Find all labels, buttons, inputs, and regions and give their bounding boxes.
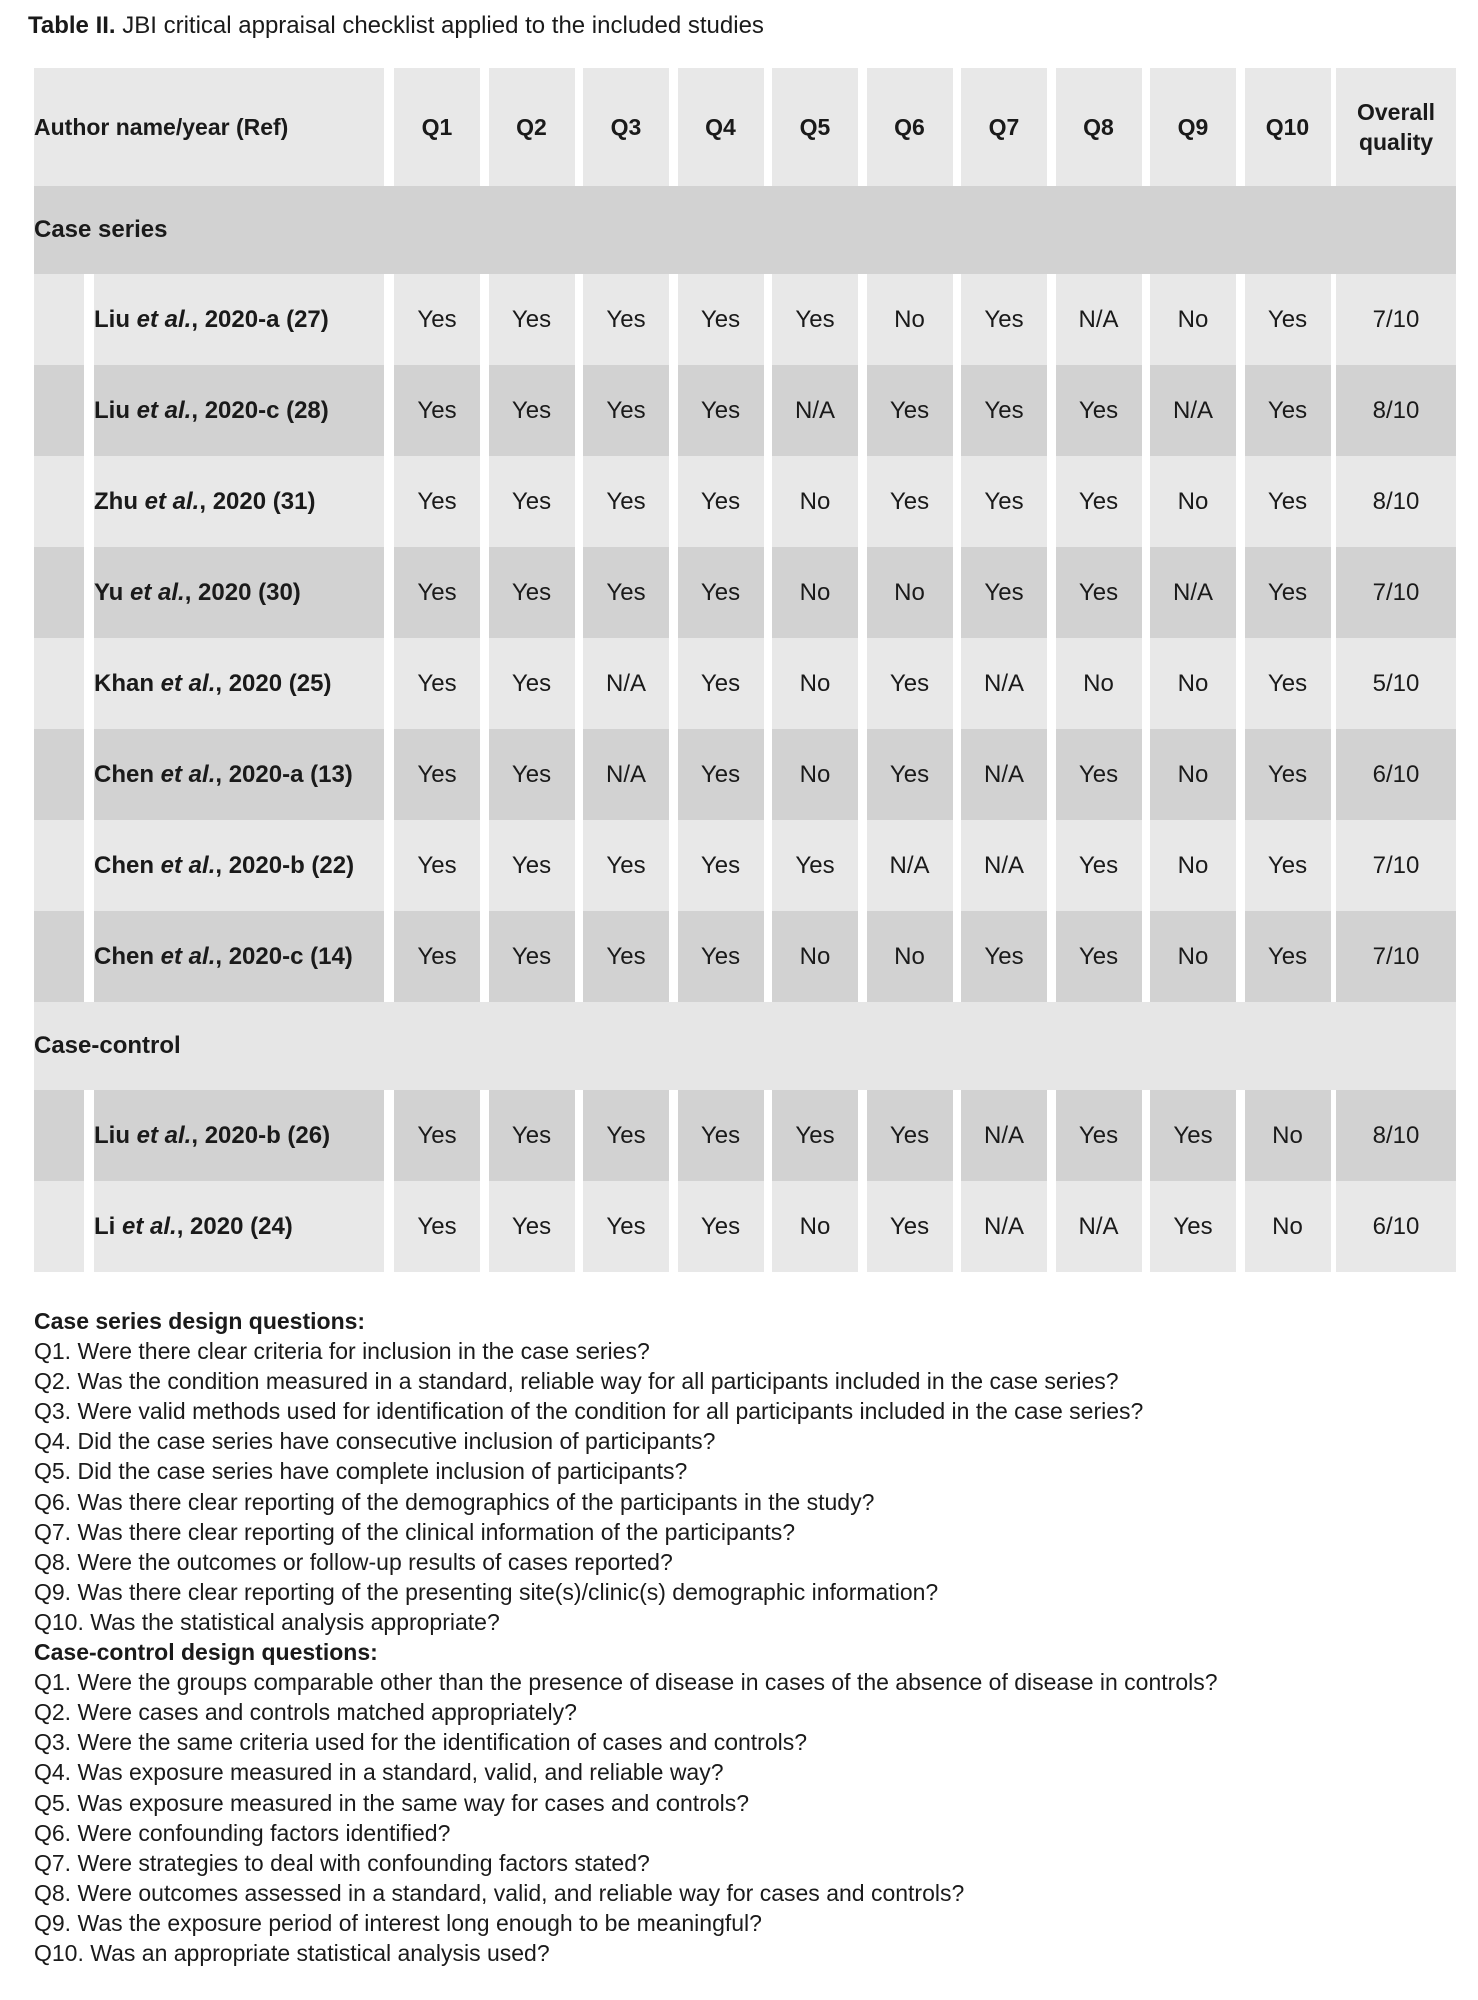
answer-cell-q9: No	[1150, 820, 1236, 911]
answer-cell-q2: Yes	[489, 547, 575, 638]
answer-cell-q4: Yes	[678, 1090, 764, 1181]
question-line: Q2. Was the condition measured in a standard, reliable way for all participants included in the case series?	[34, 1368, 1119, 1395]
answer-cell-q9: Yes	[1150, 1090, 1236, 1181]
answer-cell-q2: Yes	[489, 365, 575, 456]
answer-cell-q4: Yes	[678, 911, 764, 1002]
answer-cell-q9: No	[1150, 456, 1236, 547]
header-overall-line1: Overall	[1357, 99, 1435, 125]
answer-cell-q2: Yes	[489, 729, 575, 820]
answer-cell-q1: Yes	[394, 820, 480, 911]
answer-cell-q3: Yes	[583, 820, 669, 911]
answer-cell-q10: No	[1245, 1181, 1331, 1272]
author-name: Liu	[94, 305, 137, 333]
answer-cell-q10: Yes	[1245, 365, 1331, 456]
row-indent	[34, 547, 84, 638]
question-line: Q4. Did the case series have consecutive inclusion of participants?	[34, 1428, 716, 1455]
caption-text: JBI critical appraisal checklist applied to the included studies	[122, 12, 764, 39]
author-etal: et al.	[160, 760, 216, 788]
answer-cell-q7: N/A	[961, 1181, 1047, 1272]
answer-cell-q6: Yes	[867, 365, 953, 456]
answer-cell-q4: Yes	[678, 638, 764, 729]
answer-cell-q10: Yes	[1245, 274, 1331, 365]
answer-cell-q3: N/A	[583, 638, 669, 729]
answer-cell-q6: N/A	[867, 820, 953, 911]
author-etal: et al.	[136, 305, 192, 333]
header-q5: Q5	[772, 68, 858, 186]
answer-cell-q6: Yes	[867, 729, 953, 820]
overall-quality-cell: 7/10	[1336, 274, 1456, 365]
answer-cell-q3: Yes	[583, 1181, 669, 1272]
table-caption	[28, 12, 764, 40]
header-q9: Q9	[1150, 68, 1236, 186]
answer-cell-q7: N/A	[961, 820, 1047, 911]
section-row	[34, 186, 1456, 274]
overall-quality-cell: 7/10	[1336, 547, 1456, 638]
row-indent	[34, 911, 84, 1002]
header-q8: Q8	[1056, 68, 1142, 186]
author-year-ref: , 2020-b (26)	[191, 1121, 331, 1149]
table-row	[34, 456, 1456, 547]
answer-cell-q6: No	[867, 274, 953, 365]
question-line: Q9. Was the exposure period of interest long enough to be meaningful?	[34, 1909, 762, 1936]
answer-cell-q10: Yes	[1245, 820, 1331, 911]
answer-cell-q4: Yes	[678, 820, 764, 911]
author-year-ref: , 2020 (31)	[199, 487, 316, 515]
author-etal: et al.	[130, 578, 185, 606]
answer-cell-q5: Yes	[772, 820, 858, 911]
author-cell	[94, 456, 384, 547]
answer-cell-q1: Yes	[394, 1090, 480, 1181]
author-name: Li	[94, 1212, 122, 1240]
answer-cell-q7: N/A	[961, 729, 1047, 820]
author-year-ref: , 2020-c (28)	[191, 396, 329, 424]
answer-cell-q3: N/A	[583, 729, 669, 820]
author-etal: et al.	[160, 942, 216, 970]
answer-cell-q6: Yes	[867, 638, 953, 729]
answer-cell-q3: Yes	[583, 547, 669, 638]
row-indent	[34, 1090, 84, 1181]
answer-cell-q7: Yes	[961, 911, 1047, 1002]
answer-cell-q10: Yes	[1245, 547, 1331, 638]
answer-cell-q1: Yes	[394, 729, 480, 820]
row-indent	[34, 729, 84, 820]
answer-cell-q7: Yes	[961, 456, 1047, 547]
table-row	[34, 820, 1456, 911]
answer-cell-q2: Yes	[489, 820, 575, 911]
row-indent	[34, 456, 84, 547]
section-label: Case series	[34, 216, 168, 243]
author-year-ref: , 2020-a (13)	[215, 760, 353, 788]
answer-cell-q5: No	[772, 638, 858, 729]
header-q3: Q3	[583, 68, 669, 186]
answer-cell-q1: Yes	[394, 365, 480, 456]
question-line: Q6. Were confounding factors identified?	[34, 1819, 451, 1846]
author-year-ref: , 2020-b (22)	[215, 851, 355, 879]
answer-cell-q7: N/A	[961, 638, 1047, 729]
author-cell	[94, 274, 384, 365]
author-name: Liu	[94, 1121, 137, 1149]
question-line: Q6. Was there clear reporting of the demographics of the participants in the study?	[34, 1488, 875, 1515]
answer-cell-q8: Yes	[1056, 456, 1142, 547]
header-overall-line2: quality	[1358, 129, 1434, 155]
answer-cell-q5: Yes	[772, 1090, 858, 1181]
footnotes	[34, 1306, 1218, 1968]
author-year-ref: , 2020 (25)	[215, 669, 332, 697]
header-author-label: Author name/year (Ref)	[34, 113, 289, 140]
author-year-ref: , 2020-a (27)	[191, 305, 329, 333]
question-line: Q5. Was exposure measured in the same way for cases and controls?	[34, 1789, 750, 1816]
answer-cell-q10: Yes	[1245, 638, 1331, 729]
table-row	[34, 365, 1456, 456]
question-line: Q3. Were valid methods used for identification of the condition for all participants included in the case series?	[34, 1398, 1144, 1425]
author-name: Chen	[94, 760, 161, 788]
header-author	[34, 68, 384, 186]
answer-cell-q2: Yes	[489, 1090, 575, 1181]
answer-cell-q4: Yes	[678, 274, 764, 365]
answer-cell-q9: No	[1150, 911, 1236, 1002]
table-row	[34, 274, 1456, 365]
overall-quality-cell: 8/10	[1336, 365, 1456, 456]
row-indent	[34, 1181, 84, 1272]
answer-cell-q6: Yes	[867, 1181, 953, 1272]
answer-cell-q5: No	[772, 729, 858, 820]
answer-cell-q4: Yes	[678, 365, 764, 456]
answer-cell-q2: Yes	[489, 911, 575, 1002]
question-line: Q3. Were the same criteria used for the identification of cases and controls?	[34, 1729, 808, 1756]
answer-cell-q3: Yes	[583, 274, 669, 365]
appraisal-table	[34, 68, 1456, 1272]
answer-cell-q8: Yes	[1056, 547, 1142, 638]
answer-cell-q5: No	[772, 456, 858, 547]
author-cell	[94, 638, 384, 729]
answer-cell-q10: Yes	[1245, 456, 1331, 547]
author-cell	[94, 1090, 384, 1181]
overall-quality-cell: 7/10	[1336, 911, 1456, 1002]
answer-cell-q6: No	[867, 911, 953, 1002]
author-cell	[94, 1181, 384, 1272]
answer-cell-q5: N/A	[772, 365, 858, 456]
answer-cell-q5: No	[772, 547, 858, 638]
answer-cell-q6: Yes	[867, 1090, 953, 1181]
author-cell	[94, 820, 384, 911]
question-line: Q7. Was there clear reporting of the clinical information of the participants?	[34, 1518, 796, 1545]
table-row	[34, 729, 1456, 820]
answer-cell-q5: No	[772, 911, 858, 1002]
author-year-ref: , 2020 (30)	[184, 578, 301, 606]
author-cell	[94, 365, 384, 456]
header-row	[34, 68, 1456, 186]
question-line: Q8. Were outcomes assessed in a standard, valid, and reliable way for cases and controls?	[34, 1879, 965, 1906]
question-line: Q2. Were cases and controls matched appropriately?	[34, 1699, 577, 1726]
row-indent	[34, 274, 84, 365]
answer-cell-q7: Yes	[961, 274, 1047, 365]
answer-cell-q8: Yes	[1056, 911, 1142, 1002]
author-cell	[94, 911, 384, 1002]
answer-cell-q3: Yes	[583, 365, 669, 456]
author-cell	[94, 547, 384, 638]
answer-cell-q6: Yes	[867, 456, 953, 547]
question-line: Q9. Was there clear reporting of the presenting site(s)/clinic(s) demographic information?	[34, 1578, 939, 1605]
overall-quality-cell: 6/10	[1336, 1181, 1456, 1272]
author-etal: et al.	[136, 1121, 192, 1149]
author-name: Liu	[94, 396, 137, 424]
answer-cell-q2: Yes	[489, 638, 575, 729]
case-control-questions-heading: Case-control design questions:	[34, 1639, 378, 1666]
answer-cell-q9: N/A	[1150, 547, 1236, 638]
answer-cell-q6: No	[867, 547, 953, 638]
answer-cell-q2: Yes	[489, 274, 575, 365]
question-line: Q7. Were strategies to deal with confounding factors stated?	[34, 1849, 650, 1876]
question-line: Q5. Did the case series have complete inclusion of participants?	[34, 1458, 688, 1485]
table-row	[34, 638, 1456, 729]
author-etal: et al.	[136, 396, 192, 424]
table-row	[34, 911, 1456, 1002]
author-name: Zhu	[94, 487, 145, 515]
row-indent	[34, 820, 84, 911]
answer-cell-q2: Yes	[489, 456, 575, 547]
answer-cell-q4: Yes	[678, 729, 764, 820]
answer-cell-q8: Yes	[1056, 365, 1142, 456]
overall-quality-cell: 8/10	[1336, 1090, 1456, 1181]
header-q4: Q4	[678, 68, 764, 186]
answer-cell-q5: No	[772, 1181, 858, 1272]
answer-cell-q1: Yes	[394, 638, 480, 729]
answer-cell-q10: No	[1245, 1090, 1331, 1181]
answer-cell-q8: N/A	[1056, 274, 1142, 365]
overall-quality-cell: 6/10	[1336, 729, 1456, 820]
answer-cell-q4: Yes	[678, 547, 764, 638]
answer-cell-q1: Yes	[394, 911, 480, 1002]
header-q10: Q10	[1245, 68, 1331, 186]
header-q6: Q6	[867, 68, 953, 186]
answer-cell-q1: Yes	[394, 547, 480, 638]
table-row	[34, 547, 1456, 638]
table-row	[34, 1181, 1456, 1272]
row-indent	[34, 365, 84, 456]
answer-cell-q3: Yes	[583, 1090, 669, 1181]
answer-cell-q7: N/A	[961, 1090, 1047, 1181]
answer-cell-q8: Yes	[1056, 729, 1142, 820]
author-name: Khan	[94, 669, 161, 697]
answer-cell-q4: Yes	[678, 1181, 764, 1272]
overall-quality-cell: 8/10	[1336, 456, 1456, 547]
answer-cell-q7: Yes	[961, 365, 1047, 456]
author-name: Chen	[94, 851, 161, 879]
author-year-ref: , 2020 (24)	[176, 1212, 293, 1240]
caption-label: Table II.	[28, 12, 116, 39]
question-line: Q1. Were there clear criteria for inclusion in the case series?	[34, 1338, 650, 1365]
answer-cell-q2: Yes	[489, 1181, 575, 1272]
overall-quality-cell: 5/10	[1336, 638, 1456, 729]
question-line: Q1. Were the groups comparable other than the presence of disease in cases of the absence of disease in controls?	[34, 1669, 1218, 1696]
author-name: Yu	[94, 578, 131, 606]
header-q1: Q1	[394, 68, 480, 186]
answer-cell-q1: Yes	[394, 274, 480, 365]
author-etal: et al.	[160, 851, 216, 879]
answer-cell-q10: Yes	[1245, 911, 1331, 1002]
header-q2: Q2	[489, 68, 575, 186]
answer-cell-q4: Yes	[678, 456, 764, 547]
author-etal: et al.	[144, 487, 200, 515]
answer-cell-q9: No	[1150, 274, 1236, 365]
section-row	[34, 1002, 1456, 1090]
answer-cell-q8: Yes	[1056, 1090, 1142, 1181]
header-overall-quality	[1336, 68, 1456, 186]
answer-cell-q3: Yes	[583, 456, 669, 547]
author-name: Chen	[94, 942, 161, 970]
answer-cell-q9: No	[1150, 638, 1236, 729]
author-etal: et al.	[122, 1212, 177, 1240]
case-control-questions-list	[34, 1667, 1218, 1968]
answer-cell-q9: N/A	[1150, 365, 1236, 456]
question-line: Q4. Was exposure measured in a standard, valid, and reliable way?	[34, 1759, 724, 1786]
case-series-questions-list	[34, 1336, 1218, 1637]
overall-quality-cell: 7/10	[1336, 820, 1456, 911]
answer-cell-q9: No	[1150, 729, 1236, 820]
answer-cell-q8: N/A	[1056, 1181, 1142, 1272]
answer-cell-q7: Yes	[961, 547, 1047, 638]
question-line: Q8. Were the outcomes or follow-up results of cases reported?	[34, 1548, 673, 1575]
answer-cell-q1: Yes	[394, 456, 480, 547]
section-label: Case-control	[34, 1032, 181, 1059]
table-row	[34, 1090, 1456, 1181]
answer-cell-q9: Yes	[1150, 1181, 1236, 1272]
row-indent	[34, 638, 84, 729]
answer-cell-q3: Yes	[583, 911, 669, 1002]
answer-cell-q10: Yes	[1245, 729, 1331, 820]
question-line: Q10. Was the statistical analysis appropriate?	[34, 1608, 500, 1635]
author-etal: et al.	[160, 669, 216, 697]
question-line: Q10. Was an appropriate statistical analysis used?	[34, 1939, 550, 1966]
case-series-questions-heading: Case series design questions:	[34, 1308, 366, 1334]
answer-cell-q8: Yes	[1056, 820, 1142, 911]
author-year-ref: , 2020-c (14)	[215, 942, 353, 970]
answer-cell-q5: Yes	[772, 274, 858, 365]
header-q7: Q7	[961, 68, 1047, 186]
author-cell	[94, 729, 384, 820]
answer-cell-q8: No	[1056, 638, 1142, 729]
answer-cell-q1: Yes	[394, 1181, 480, 1272]
